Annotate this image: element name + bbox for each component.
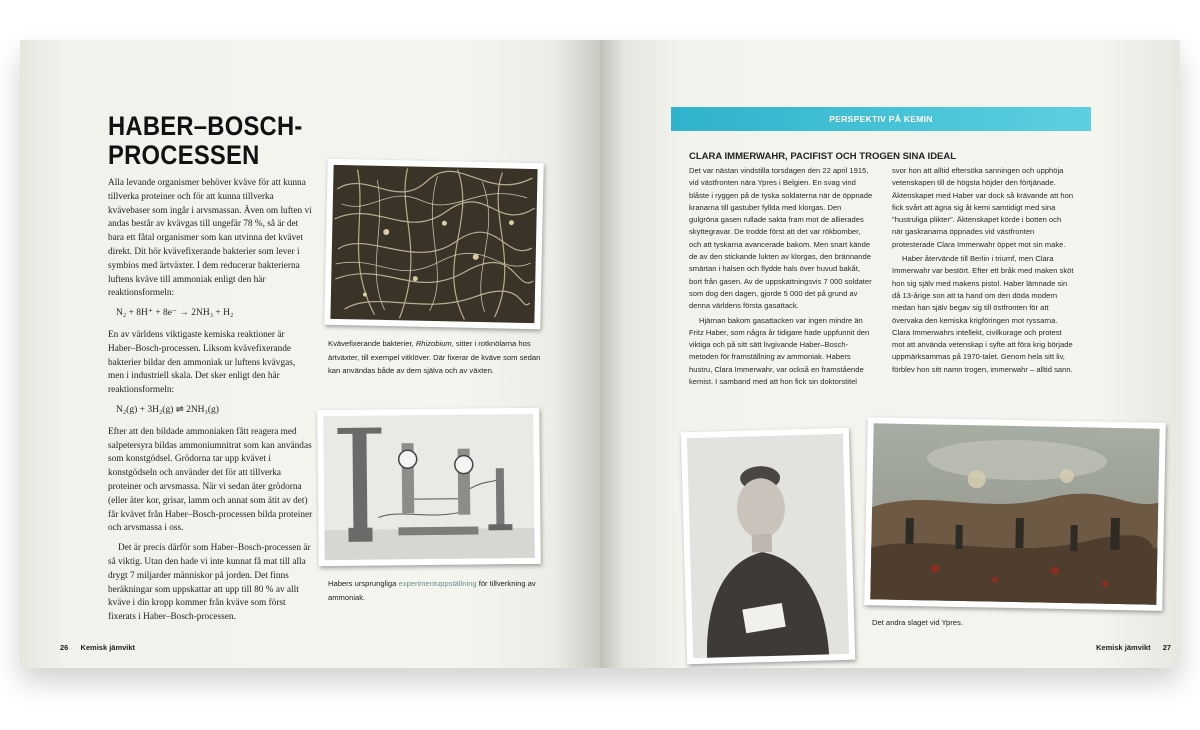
root-nodules-photo [324,159,543,329]
reaction-formula-1: N₂ + 8H⁺ + 8e⁻ → 2NH₃ + H₂ [116,308,234,319]
article-column-2 [892,165,1074,376]
left-body-text [108,177,313,625]
page-title: HABER–BOSCH- PROCESSEN [108,111,303,170]
paragraph: Det var nästan vindstilla torsdagen den 22 april 1915, vid västfronten nära Ypres i Belgien. En svag vind blåste i ryggen på de tyska soldaterna när de öppnade kranarna till gastuber fyllda med klorgas. Den gulgröna gasen rullade sakta fram mot de allierades skyttegravar. De trodde först att det var rökbomber, och att tyskarna avancerade bakom. Men snart kände de av den stickande lukten av klorgas, den brännande smärtan i halsen och flydde hals över huvud bakåt, bort från gasen. Av de uppskattningsvis 7 000 soldater som dog den dagen, gjorde 5 000 det på grund av denna världens första gasattack. [689,166,873,311]
paragraph: svor hon att alltid eftersöka sanningen och upphöja vetenskapen till de högsta höjder den förtjänade. Äktenskapet med Haber var dock så krävande att hon fick svårt att ägna sig åt kemi samtidigt med sina "hustruliga plikter". Äktenskapet körde i botten och när gaskranarna öppnades vid västfronten protesterade Clara Immerwahr öppet mot sin make. [892,166,1074,249]
paragraph: En av världens viktigaste kemiska reaktioner är Haber–Bosch-processen. Liksom kvävefixerande bakterier bildar den ammoniak ur luftens kvävgas, men i industriell skala. Det sker enligt den här reaktionsformeln: [108,329,296,396]
caption-battle: Det andra slaget vid Ypres. [872,618,963,627]
running-head: Kemisk jämvikt [1096,643,1151,652]
caption-apparatus: Habers ursprungliga experimentuppställning för tillverkning av ammoniak. [328,579,536,602]
page-footer-right [1096,643,1171,652]
right-page [600,40,1180,668]
battle-painting [864,417,1166,611]
portrait-photo [681,428,855,665]
apparatus-image [317,408,541,566]
page-number: 27 [1162,643,1172,652]
apparatus-photo [317,408,541,566]
species-name: Rhizobium [415,339,452,348]
paragraph: Haber återvände till Berlin i triumf, men Clara Immerwahr var bestört. Efter ett bråk med maken sköt hon sig själv med makens pistol. Haber lämnade sin då 13-årige son att ta hand om den döda modern medan han själv begav sig till östfronten för att övervaka den kemiska krigföringen mot ryssarna. Clara Immerwahrs intellekt, civilkurage och protest mot att använda vetenskap i syfte att föra krig började uppmärksammas på 1970-talet. Genom hela sitt liv, förblev hon sitt namn trogen, immerwahr – alltid sann. [892,254,1074,374]
paragraph: Hjärnan bakom gasattacken var ingen mindre än Fritz Haber, som några år tidigare hade uppfunnit den viktiga och på sitt sätt livgivande Haber–Bosch-metoden för framställning av ammoniak. Habers hustru, Clara Immerwahr, var också en framstående kemist. I samband med att hon fick sin doktorstitel [689,315,870,387]
book-spread [20,40,1180,668]
battle-image [864,417,1166,611]
reaction-formula-2: N₂(g) + 3H₂(g) ⇌ 2NH₃(g) [116,404,219,415]
caption-root-nodules: Kvävefixerande bakterier, Rhizobium, sitter i rotknölarna hos ärtväxter, till exempel vitklöver. Där fixerar de kväve som sedan kan användas både av dem själva och av växten. [328,339,541,375]
page-number: 26 [60,643,69,652]
paragraph: Alla levande organismer behöver kväve för att kunna tillverka proteiner och för att kunna tillverka kvävebaser som ingår i arvsmassan. Även om luften vi andas består av kvävgas till ungefär 78 %, så är det bara ett fåtal organismer som kan utvinna det kvävet direkt. Dit hör kvävefixerande bakterier som lever i symbios med ärtväxter. I dem reducerar bakterierna luftens kväve till ammoniak enligt den här reaktionsformeln: [108,178,312,299]
running-head: Kemisk jämvikt [80,643,136,652]
article-title: CLARA IMMERWAHR, PACIFIST OCH TROGEN SINA IDEAL [689,151,957,162]
roots-image [324,159,543,329]
left-page [20,40,600,668]
paragraph: Det är precis därför som Haber–Bosch-processen är så viktig. Utan den hade vi inte kunnat få mat till alla drygt 7 miljarder människor på jorden. Det finns beräkningar som uppskattar att upp till 80 % av allt kväve i din kropp kommer från kväve som först fixerats i Haber–Bosch-processen. [108,543,311,623]
portrait-image [681,428,855,665]
page-footer-left [60,643,135,652]
section-banner: PERSPEKTIV PÅ KEMIN [671,107,1091,131]
paragraph: Efter att den bildade ammoniaken fått reagera med salpetersyra bildas ammoniumnitrat som kan användas som konstgödsel. Grödorna tar upp kvävet i konstgödseln och använder det för att tillverka proteiner och arvsmassa. När vi sedan äter grödorna (eller äter kor, grisar, lamm och annat som ätit av det) får kvävet från Haber–Bosch-processen bilda proteiner och arvsmassa i oss. [108,426,313,534]
article-column-1 [689,165,873,388]
